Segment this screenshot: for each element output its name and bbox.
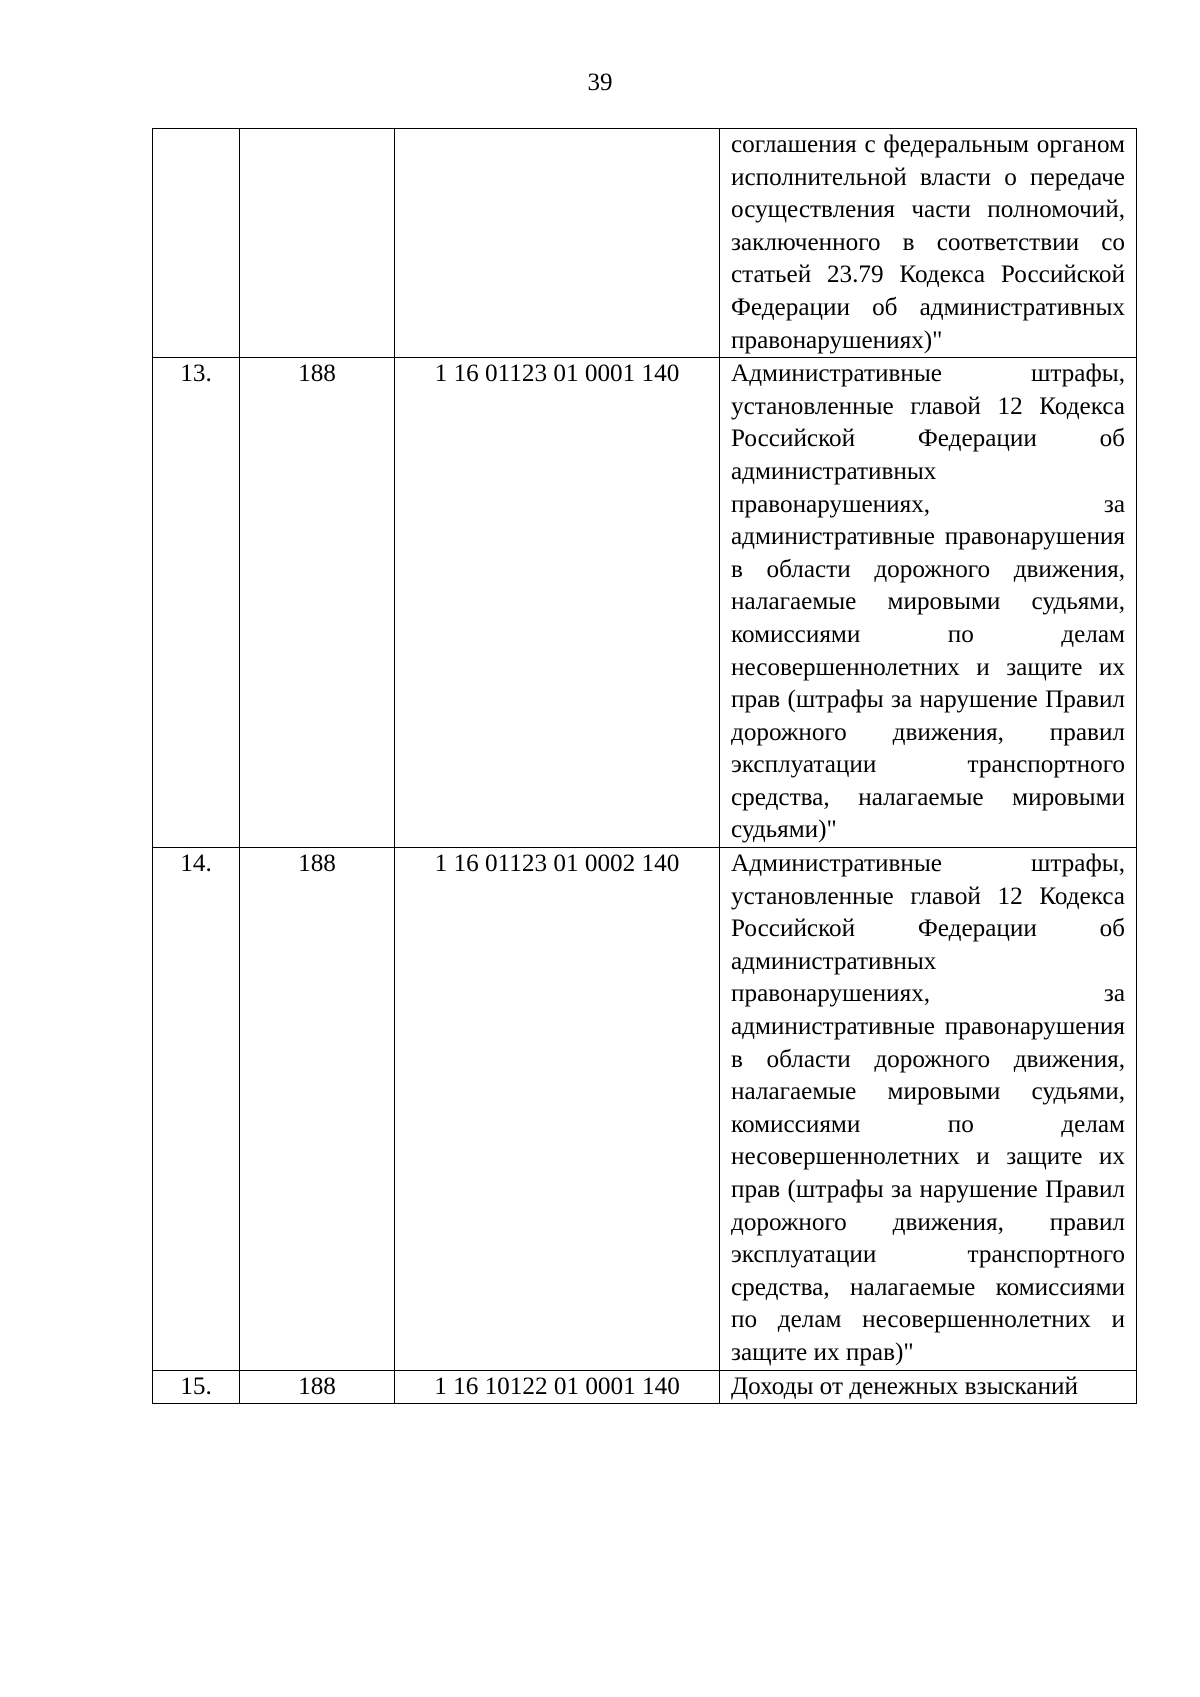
row-number-cell: 14. — [153, 848, 240, 1371]
table-row — [153, 848, 1137, 1371]
table-row — [153, 1370, 1137, 1404]
revenue-name-cell: Административные штрафы, установленные главой 12 Кодекса Российской Федерации об административных правонарушениях, за административные правонарушения в области дорожного движения, налагаемые мировыми судьями, комиссиями по делам несовершеннолетних и защите их прав (штрафы за нарушение Правил дорожного движения, правил эксплуатации транспортного средства, налагаемые комиссиями по делам несовершеннолетних и защите их прав)" — [720, 848, 1137, 1371]
table-row — [153, 129, 1137, 358]
admin-code-cell: 188 — [240, 358, 395, 848]
admin-code-cell: 188 — [240, 848, 395, 1371]
row-number-cell — [153, 129, 240, 358]
kbk-code-cell: 1 16 01123 01 0001 140 — [395, 358, 720, 848]
kbk-code-cell: 1 16 01123 01 0002 140 — [395, 848, 720, 1371]
page-number: 39 — [587, 69, 613, 96]
admin-code-cell — [240, 129, 395, 358]
table-row — [153, 358, 1137, 848]
revenue-codes-table — [152, 128, 1137, 1404]
kbk-code-cell: 1 16 10122 01 0001 140 — [395, 1370, 720, 1404]
kbk-code-cell — [395, 129, 720, 358]
row-number-cell: 15. — [153, 1370, 240, 1404]
admin-code-cell: 188 — [240, 1370, 395, 1404]
revenue-name-cell: Административные штрафы, установленные главой 12 Кодекса Российской Федерации об административных правонарушениях, за административные правонарушения в области дорожного движения, налагаемые мировыми судьями, комиссиями по делам несовершеннолетних и защите их прав (штрафы за нарушение Правил дорожного движения, правил эксплуатации транспортного средства, налагаемые мировыми судьями)" — [720, 358, 1137, 848]
row-number-cell: 13. — [153, 358, 240, 848]
revenue-name-cell: соглашения с федеральным органом исполнительной власти о передаче осуществления части полномочий, заключенного в соответствии со статьей 23.79 Кодекса Российской Федерации об административных правонарушениях)" — [720, 129, 1137, 358]
revenue-name-cell: Доходы от денежных взысканий — [720, 1370, 1137, 1404]
